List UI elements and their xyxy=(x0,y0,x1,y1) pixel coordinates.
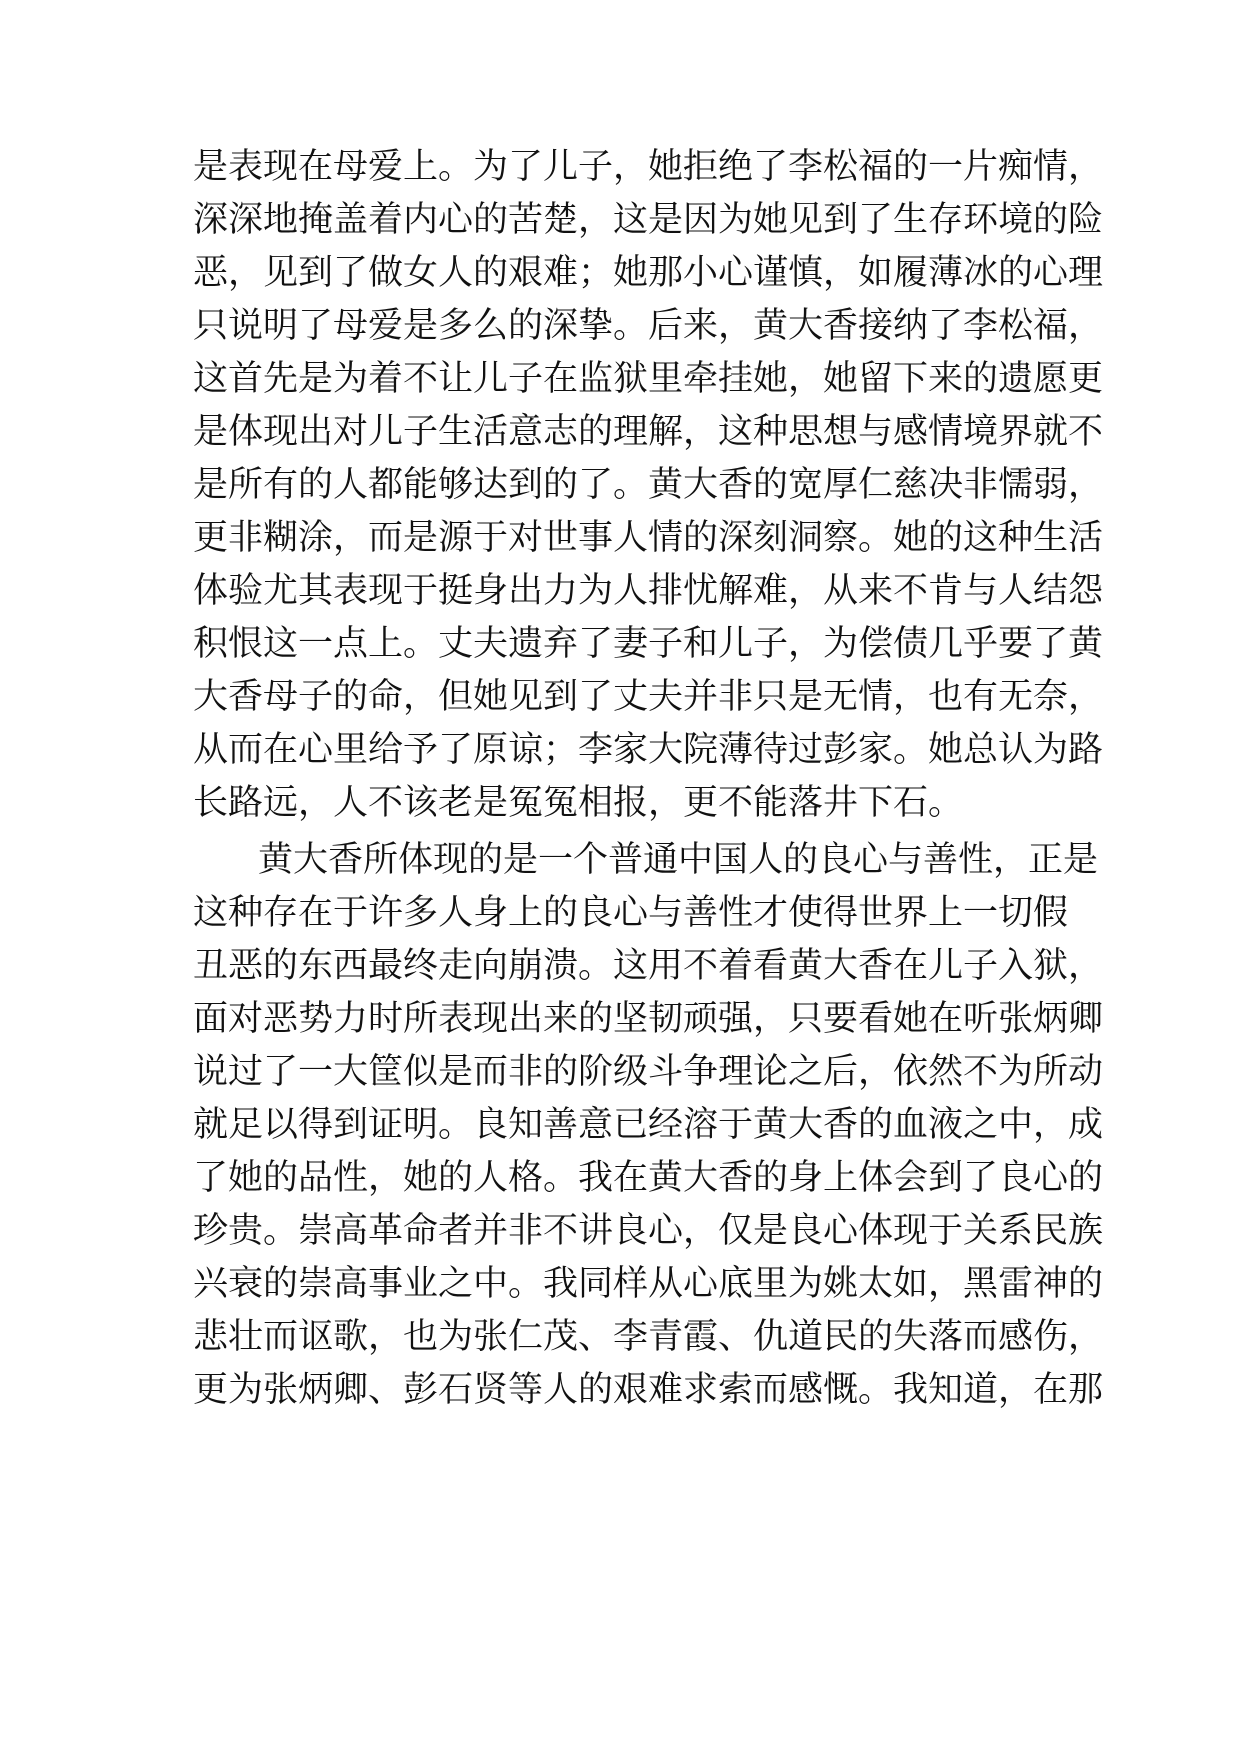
text-line: 这种存在于许多人身上的良心与善性才使得世界上一切假 xyxy=(193,893,1069,933)
text-line: 了她的品性，她的人格。我在黄大香的身上体会到了良心的 xyxy=(193,1158,1104,1198)
text-line: 只说明了母爱是多么的深挚。后来，黄大香接纳了李松福， xyxy=(193,306,1104,346)
text-line: 面对恶势力时所表现出来的坚韧顽强，只要看她在听张炳卿 xyxy=(193,999,1104,1039)
text-line: 从而在心里给予了原谅；李家大院薄待过彭家。她总认为路 xyxy=(193,730,1104,770)
text-line: 是体现出对儿子生活意志的理解，这种思想与感情境界就不 xyxy=(193,412,1104,452)
text-line: 深深地掩盖着内心的苦楚，这是因为她见到了生存环境的险 xyxy=(193,200,1104,240)
text-line: 长路远，人不该老是冤冤相报，更不能落井下石。 xyxy=(193,783,964,823)
text-line: 珍贵。崇高革命者并非不讲良心，仅是良心体现于关系民族 xyxy=(193,1211,1104,1251)
text-line: 更为张炳卿、彭石贤等人的艰难求索而感慨。我知道，在那 xyxy=(193,1370,1104,1410)
text-line: 丑恶的东西最终走向崩溃。这用不着看黄大香在儿子入狱， xyxy=(193,946,1104,986)
text-line: 是所有的人都能够达到的了。黄大香的宽厚仁慈决非懦弱， xyxy=(193,465,1104,505)
text-line: 体验尤其表现于挺身出力为人排忧解难，从来不肯与人结怨 xyxy=(193,571,1104,611)
text-line: 是表现在母爱上。为了儿子，她拒绝了李松福的一片痴情， xyxy=(193,147,1104,187)
text-line: 说过了一大筐似是而非的阶级斗争理论之后，依然不为所动 xyxy=(193,1052,1104,1092)
text-line: 这首先是为着不让儿子在监狱里牵挂她，她留下来的遗愿更 xyxy=(193,359,1104,399)
paragraph-first-line: 黄大香所体现的是一个普通中国人的良心与善性，正是 xyxy=(258,840,1099,880)
text-line: 兴衰的崇高事业之中。我同样从心底里为姚太如，黑雷神的 xyxy=(193,1264,1104,1304)
text-line: 大香母子的命，但她见到了丈夫并非只是无情，也有无奈， xyxy=(193,677,1104,717)
text-line: 悲壮而讴歌，也为张仁茂、李青霞、仇道民的失落而感伤， xyxy=(193,1317,1104,1357)
text-line: 积恨这一点上。丈夫遗弃了妻子和儿子，为偿债几乎要了黄 xyxy=(193,624,1104,664)
text-line: 恶，见到了做女人的艰难；她那小心谨慎，如履薄冰的心理 xyxy=(193,253,1104,293)
text-line: 更非糊涂，而是源于对世事人情的深刻洞察。她的这种生活 xyxy=(193,518,1104,558)
text-line: 就足以得到证明。良知善意已经溶于黄大香的血液之中，成 xyxy=(193,1105,1104,1145)
